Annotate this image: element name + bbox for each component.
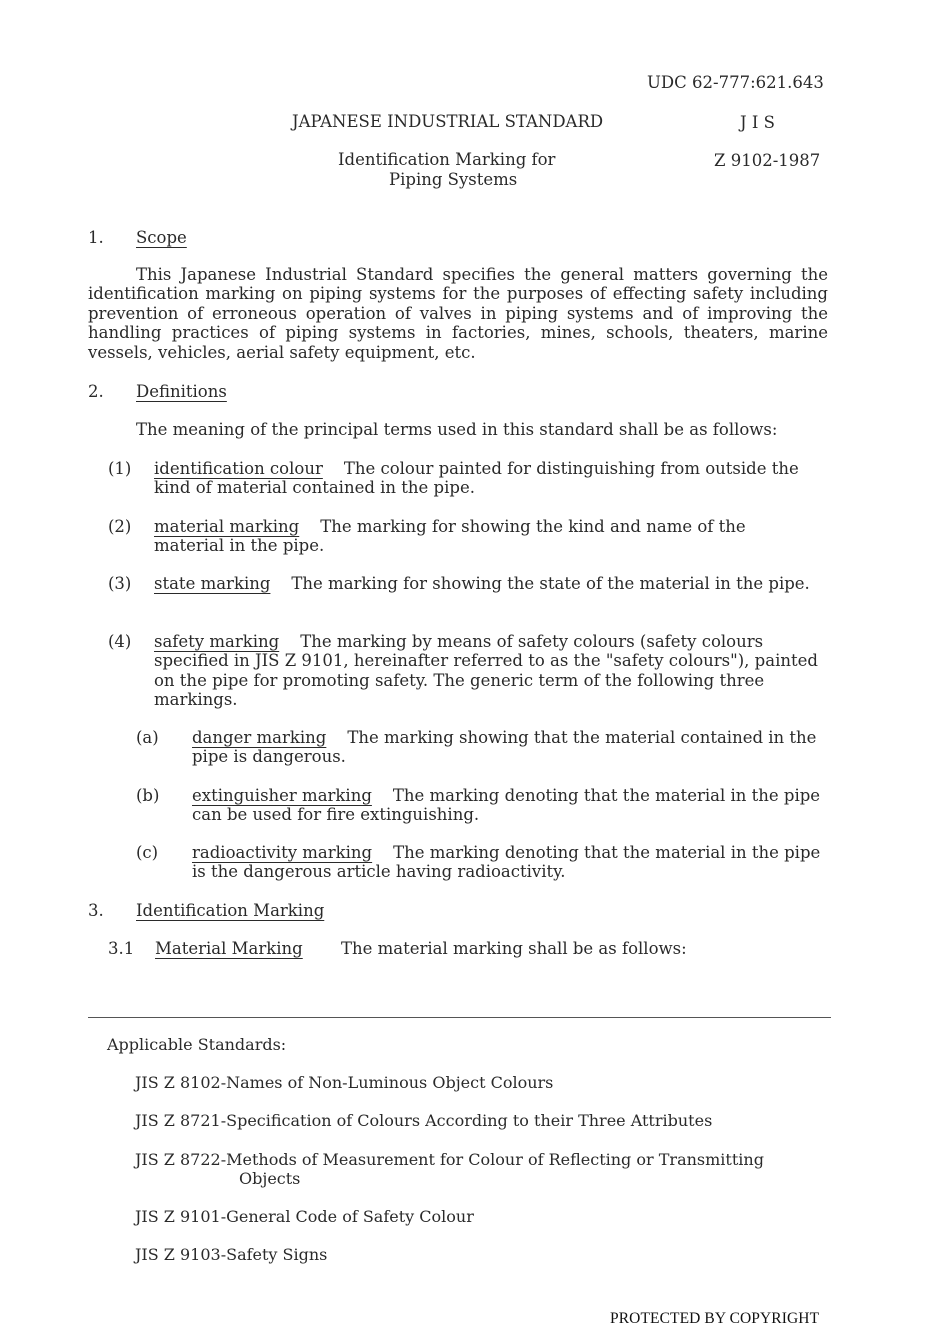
section-3-number: 3. <box>88 901 104 920</box>
definition-3-text: The marking for showing the state of the material in the pipe. <box>291 574 810 593</box>
applicable-standards-label: Applicable Standards: <box>107 1035 287 1054</box>
subdefinition-a-number: (a) <box>136 728 159 747</box>
definition-4-text: The marking by means of safety colours (safety colours specified in JIS Z 9101, hereinafter referred to as the "safety colours"), painted on the pipe for promoting safety. The generic term of the following three markings. <box>154 632 818 710</box>
definitions-intro: The meaning of the principal terms used in this standard shall be as follows: <box>136 420 778 439</box>
section-2-title: Definitions <box>136 382 227 401</box>
subdefinition-b-text: The marking denoting that the material in the pipe can be used for fire extinguishing. <box>192 786 821 825</box>
copyright-notice: PROTECTED BY COPYRIGHT <box>610 1309 820 1327</box>
standard-item: JIS Z 8721-Specification of Colours According to their Three Attributes <box>135 1111 713 1130</box>
document-title-line2: Piping Systems <box>389 170 518 189</box>
standard-org: JAPANESE INDUSTRIAL STANDARD <box>292 112 604 131</box>
definition-4 <box>154 632 824 710</box>
subdefinition-c-number: (c) <box>136 843 159 862</box>
definition-3-number: (3) <box>108 574 132 593</box>
subdefinition-c-term: radioactivity marking <box>192 843 373 862</box>
document-title-line1: Identification Marking for <box>338 150 556 169</box>
section-3-1-text: The material marking shall be as follows: <box>341 939 687 958</box>
standard-item: JIS Z 9101-General Code of Safety Colour <box>135 1207 474 1226</box>
standard-item: JIS Z 8722-Methods of Measurement for Colour of Reflecting or Transmitting <box>135 1150 764 1169</box>
subdefinition-b <box>192 786 827 825</box>
definition-1 <box>154 459 814 498</box>
definition-2 <box>154 517 814 556</box>
definition-3-term: state marking <box>154 574 271 593</box>
definition-2-number: (2) <box>108 517 132 536</box>
standard-item: JIS Z 9103-Safety Signs <box>135 1245 328 1264</box>
definition-2-term: material marking <box>154 517 300 536</box>
subdefinition-b-term: extinguisher marking <box>192 786 372 805</box>
section-1-title: Scope <box>136 228 187 247</box>
section-3-title: Identification Marking <box>136 901 325 920</box>
scope-paragraph: This Japanese Industrial Standard specifies the general matters governing the identification marking on piping systems for the purposes of effecting safety including prevention of erroneous operation of valves in piping systems and of improving the handling practices of piping systems in factories, mines, schools, theaters, marine vessels, vehicles, aerial safety equipment, etc. <box>88 265 828 362</box>
section-3-1-number: 3.1 <box>108 939 135 958</box>
section-2-number: 2. <box>88 382 104 401</box>
subdefinition-c <box>192 843 832 882</box>
section-3-1-title: Material Marking <box>155 939 303 958</box>
definition-1-term: identification colour <box>154 459 323 478</box>
definition-3 <box>154 574 824 593</box>
jis-label: J I S <box>740 113 775 132</box>
definition-1-text: The colour painted for distinguishing from outside the kind of material contained in the pipe. <box>154 459 799 498</box>
subdefinition-a <box>192 728 827 767</box>
udc-code: UDC 62-777:621.643 <box>647 73 824 92</box>
section-1-number: 1. <box>88 228 104 247</box>
standard-number: Z 9102-1987 <box>714 151 821 170</box>
subdefinition-c-text: The marking denoting that the material in the pipe is the dangerous article having radioactivity. <box>192 843 821 882</box>
footnote-divider <box>88 1017 831 1018</box>
subdefinition-b-number: (b) <box>136 786 160 805</box>
definition-2-text: The marking for showing the kind and name of the material in the pipe. <box>154 517 746 556</box>
definition-4-term: safety marking <box>154 632 280 651</box>
standard-item: JIS Z 8102-Names of Non-Luminous Object Colours <box>135 1073 554 1092</box>
subdefinition-a-term: danger marking <box>192 728 327 747</box>
definition-4-number: (4) <box>108 632 132 651</box>
standard-item-continuation: Objects <box>239 1169 301 1188</box>
definition-1-number: (1) <box>108 459 132 478</box>
subdefinition-a-text: The marking showing that the material contained in the pipe is dangerous. <box>192 728 817 767</box>
